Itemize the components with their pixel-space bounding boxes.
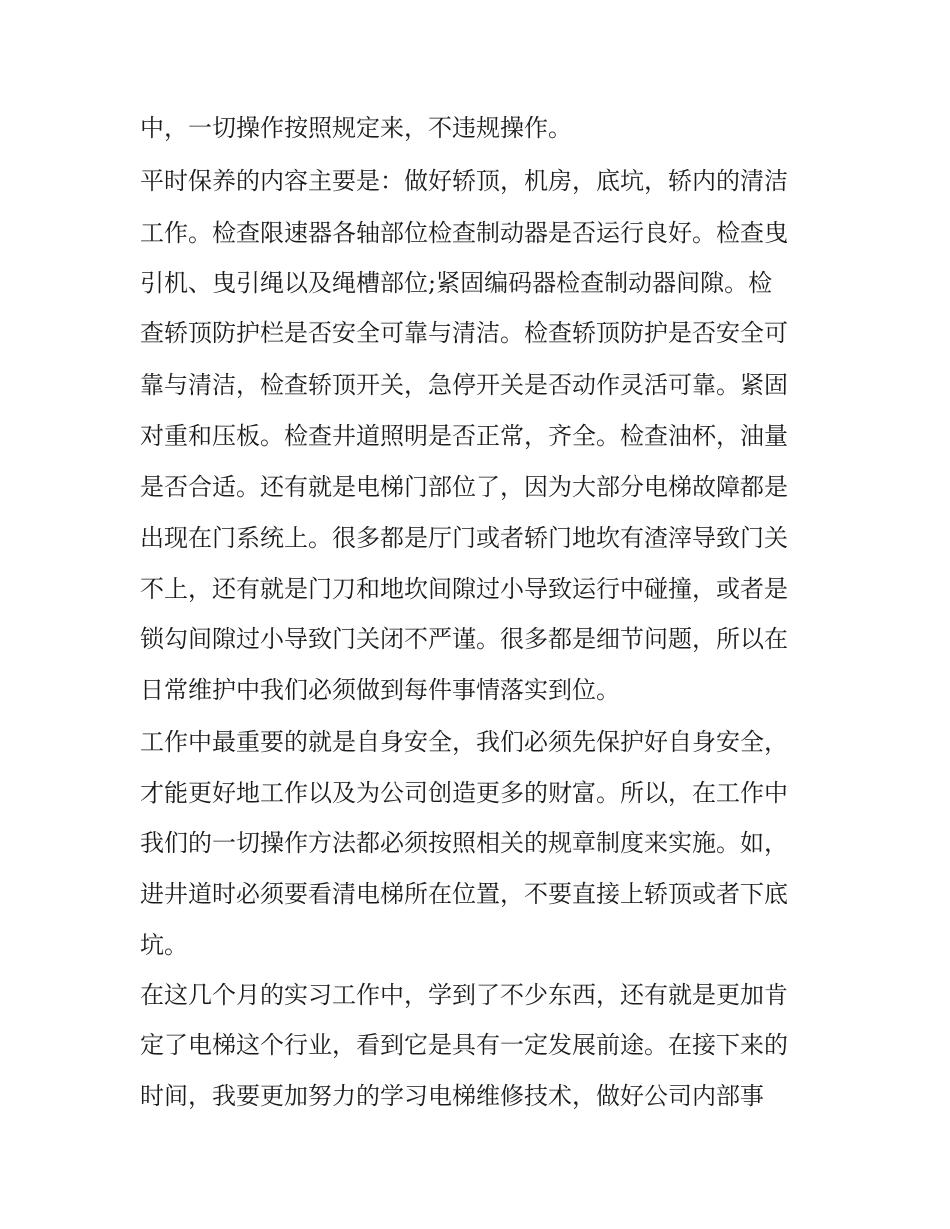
text-line: 靠与清洁，检查轿顶开关，急停开关是否动作灵活可靠。紧固 [140, 371, 788, 399]
text-line: 锁勾间隙过小导致门关闭不严谨。很多都是细节问题，所以在 [140, 625, 788, 653]
text-line: 查轿顶防护栏是否安全可靠与清洁。检查轿顶防护是否安全可 [140, 319, 788, 347]
text-line: 时间，我要更加努力的学习电梯维修技术，做好公司内部事 [140, 1082, 764, 1110]
text-line: 日常维护中我们必须做到每件事情落实到位。 [140, 676, 620, 704]
text-line: 工作中最重要的就是自身安全，我们必须先保护好自身安全， [140, 728, 788, 756]
text-line: 坑。 [140, 931, 188, 959]
text-line: 中，一切操作按照规定来，不违规操作。 [140, 114, 572, 142]
text-line: 进井道时必须要看清电梯所在位置，不要直接上轿顶或者下底 [140, 880, 788, 908]
text-line: 定了电梯这个行业，看到它是具有一定发展前途。在接下来的 [140, 1031, 788, 1059]
text-line: 是否合适。还有就是电梯门部位了，因为大部分电梯故障都是 [140, 473, 788, 501]
text-line: 不上，还有就是门刀和地坎间隙过小导致运行中碰撞，或者是 [140, 575, 788, 603]
text-line: 工作。检查限速器各轴部位检查制动器是否运行良好。检查曳 [140, 219, 788, 247]
text-line: 对重和压板。检查井道照明是否正常，齐全。检查油杯，油量 [140, 422, 788, 450]
text-line: 我们的一切操作方法都必须按照相关的规章制度来实施。如， [140, 829, 788, 857]
text-line: 出现在门系统上。很多都是厅门或者轿门地坎有渣滓导致门关 [140, 524, 788, 552]
text-line: 在这几个月的实习工作中，学到了不少东西，还有就是更加肯 [140, 981, 788, 1009]
text-line: 引机、曳引绳以及绳槽部位;紧固编码器检查制动器间隙。检 [140, 269, 773, 297]
text-line: 才能更好地工作以及为公司创造更多的财富。所以，在工作中 [140, 779, 788, 807]
text-line: 平时保养的内容主要是：做好轿顶，机房，底坑，轿内的清洁 [140, 167, 788, 195]
